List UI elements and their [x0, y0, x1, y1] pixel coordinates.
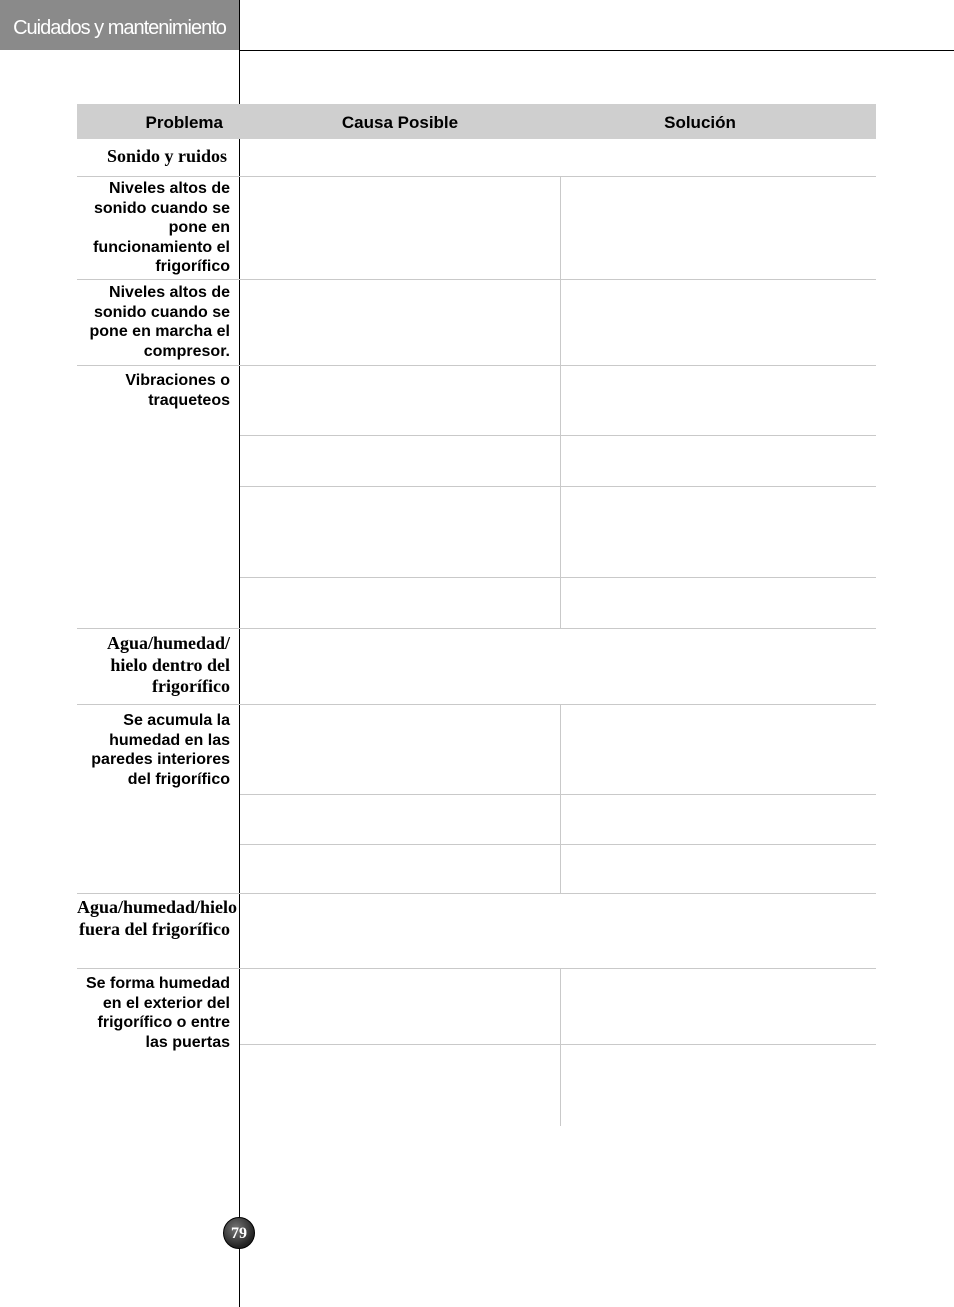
row-divider — [77, 628, 876, 629]
row-divider — [240, 577, 876, 578]
column-header-solucion: Solución — [664, 113, 736, 132]
row-divider — [77, 968, 876, 969]
row-divider — [77, 704, 876, 705]
row-divider — [240, 1044, 876, 1045]
column-header-causa: Causa Posible — [341, 113, 459, 132]
page-number-badge: 79 — [223, 1217, 255, 1249]
row-divider — [77, 176, 876, 177]
column-header-problema: Problema — [145, 113, 223, 132]
problem-cell: Se forma humedad en el exterior del frigorífico o entre las puertas — [85, 975, 230, 1051]
problem-cell: Niveles altos de sonido cuando se pone en funcionamiento el frigorífico — [93, 180, 230, 275]
row-divider — [240, 486, 876, 487]
header-rule — [239, 50, 954, 51]
row-divider — [77, 365, 876, 366]
row-divider — [77, 893, 876, 894]
column-divider — [560, 176, 561, 628]
row-divider — [240, 435, 876, 436]
vertical-rule — [239, 0, 240, 1307]
column-divider — [560, 704, 561, 893]
section-heading: Agua/humedad/hielo fuera del frigorífico — [77, 897, 238, 939]
table-header — [77, 104, 876, 139]
problem-cell: Niveles altos de sonido cuando se pone en marcha el compresor. — [89, 284, 230, 360]
column-divider — [560, 968, 561, 1126]
row-divider — [77, 279, 876, 280]
section-heading: Agua/humedad/ hielo dentro del frigorífico — [106, 633, 230, 696]
section-tab — [0, 0, 239, 50]
problem-cell: Vibraciones o traqueteos — [125, 372, 230, 409]
section-heading: Sonido y ruidos — [106, 146, 227, 166]
section-title: Cuidados y mantenimiento — [13, 17, 226, 39]
problem-cell: Se acumula la humedad en las paredes interiores del frigorífico — [91, 712, 230, 788]
row-divider — [240, 794, 876, 795]
row-divider — [240, 844, 876, 845]
